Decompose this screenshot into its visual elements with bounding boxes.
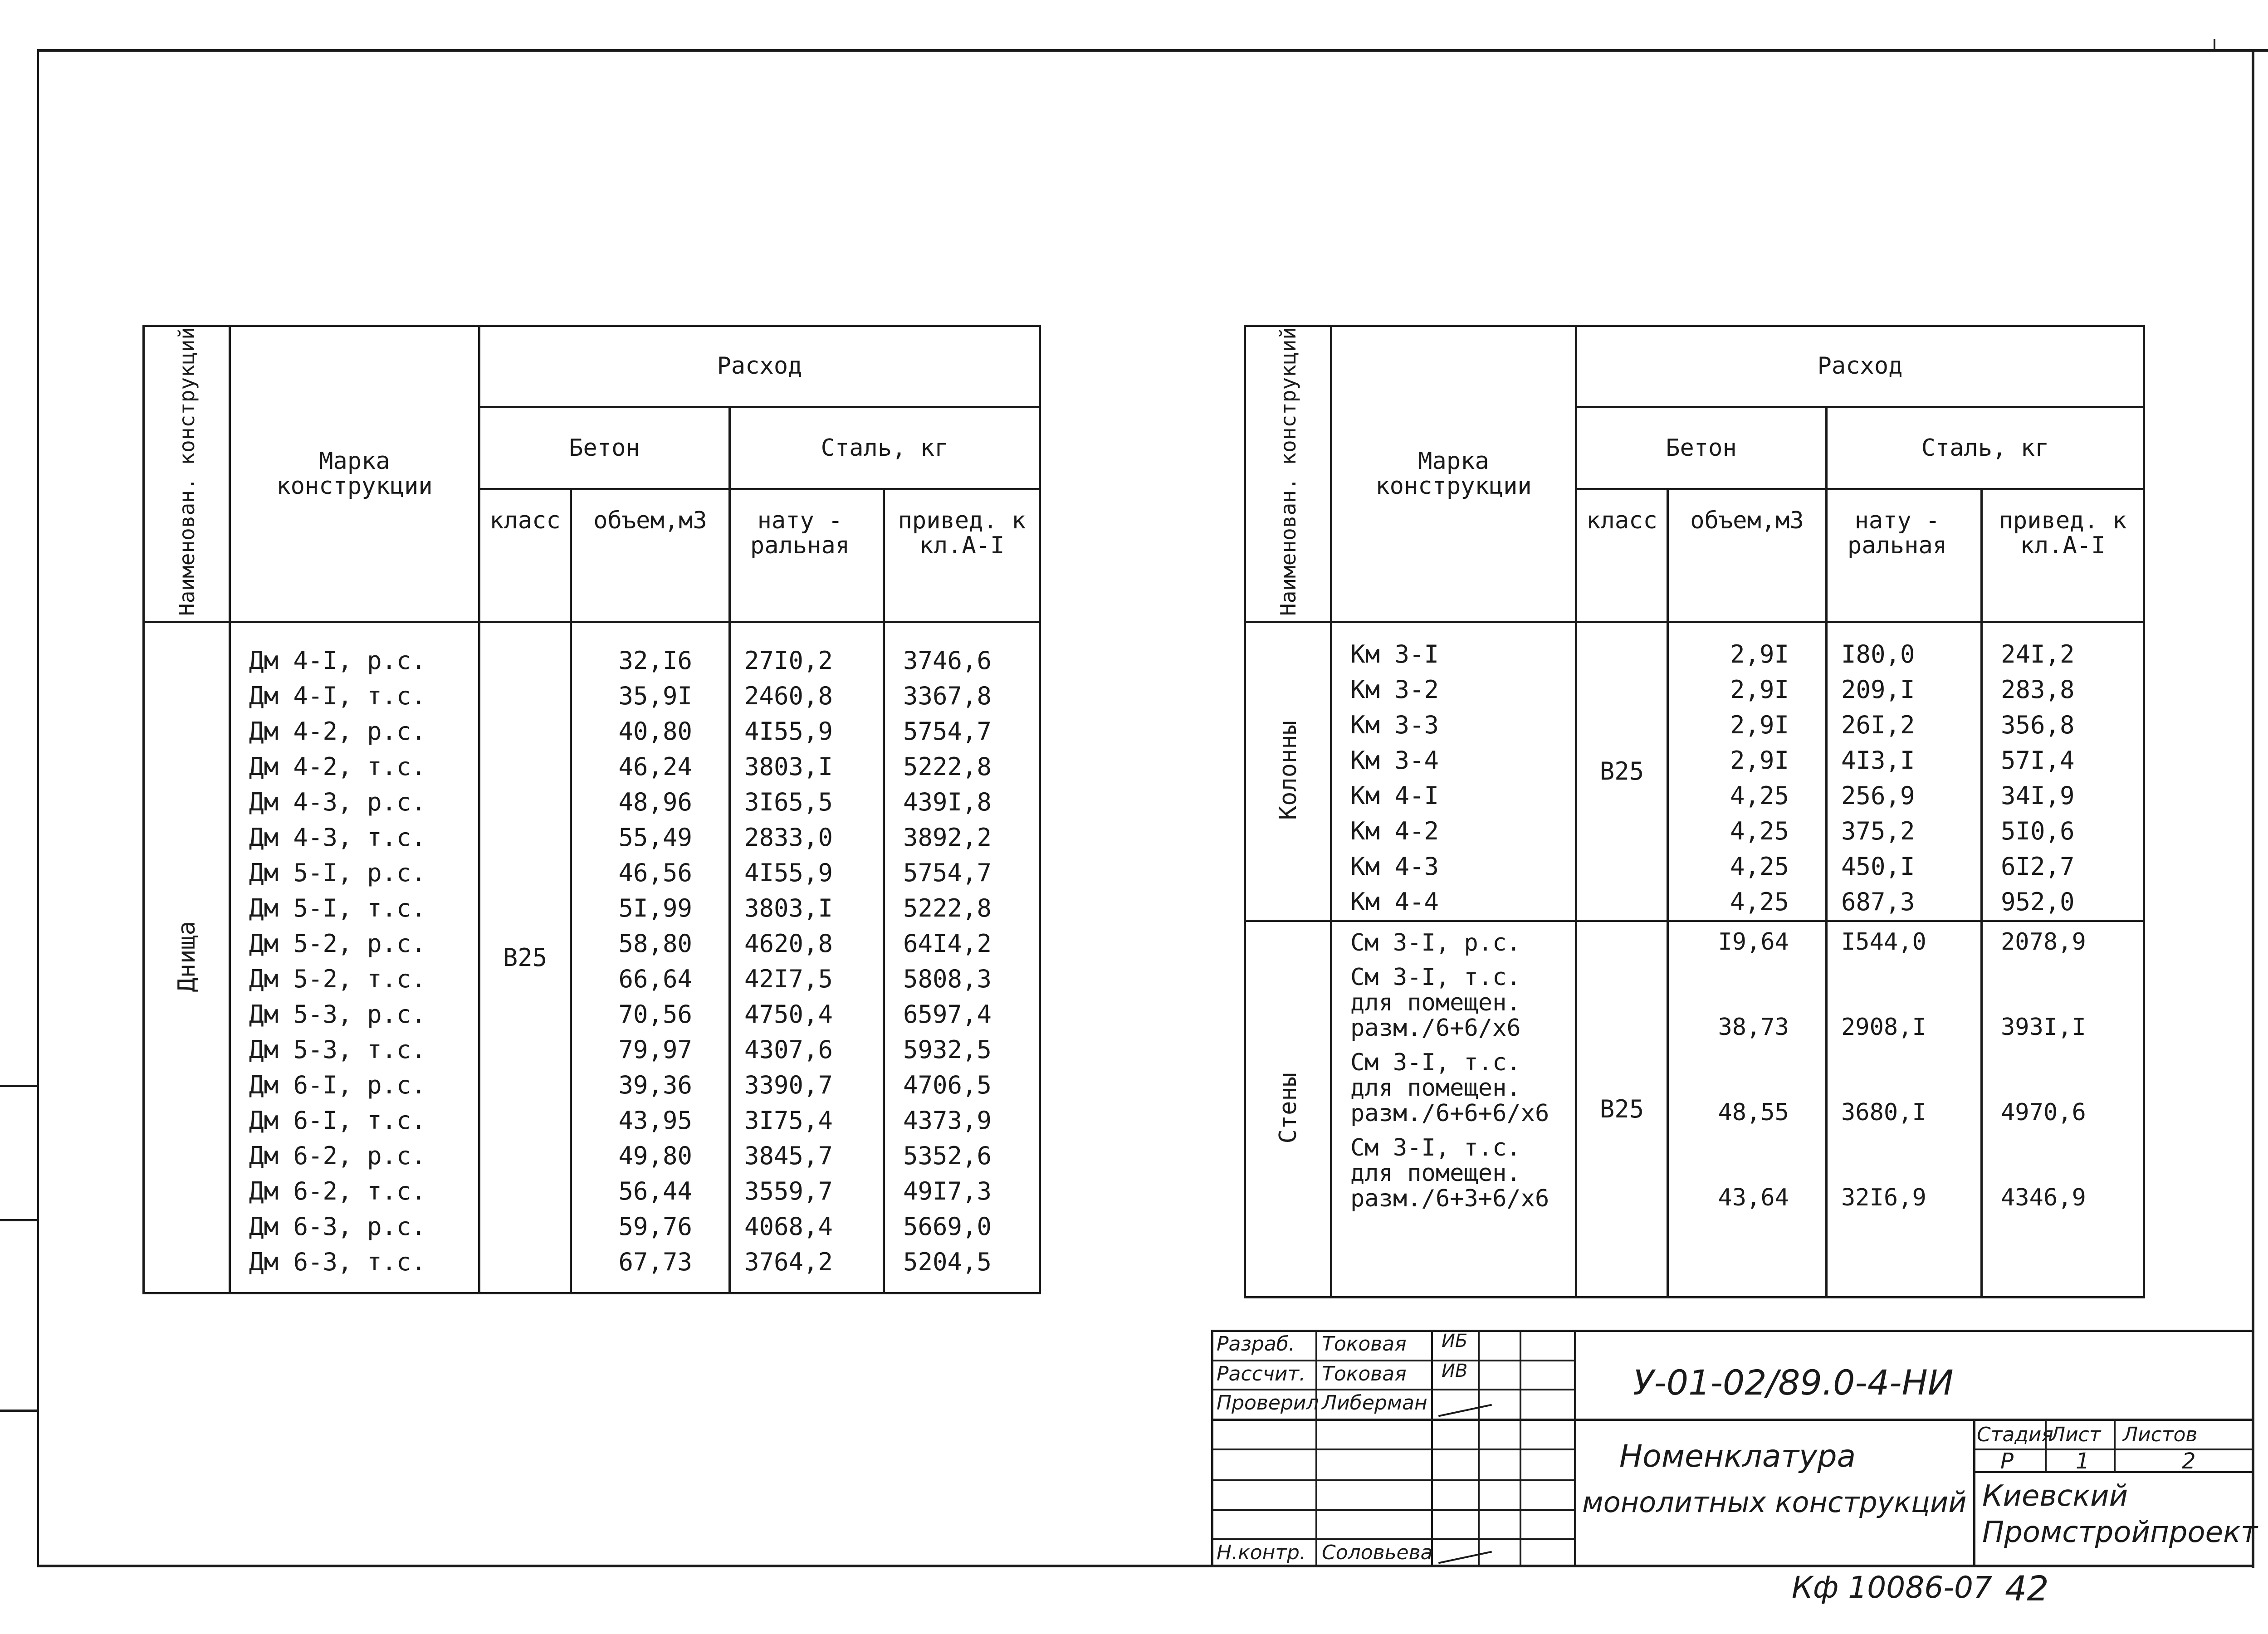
natural-steel-value: 450,I — [1841, 852, 1915, 881]
reduced-steel-value: 5754,7 — [903, 717, 992, 746]
signature-mark — [1438, 1551, 1492, 1564]
name-developer: Токовая — [1322, 1332, 1407, 1356]
mark-col-header: Марка конструкции — [230, 326, 479, 622]
mark-value: Дм 4-3, т.с. — [249, 823, 426, 852]
natural-steel-value: 3764,2 — [744, 1247, 833, 1276]
reduced-steel-value: 283,8 — [2001, 675, 2075, 704]
columns-mark-cell — [1331, 622, 1576, 921]
reduced-steel-value: 4346,9 — [2001, 1184, 2086, 1211]
mark-value: Км 4-4 — [1350, 887, 1439, 916]
reduced-steel-value: 5932,5 — [903, 1035, 992, 1064]
natural-steel-value: 4I3,I — [1841, 746, 1915, 775]
mark-value: Км 3-4 — [1350, 746, 1439, 775]
volume-value: 46,56 — [618, 858, 692, 887]
columns-volume-cell — [1668, 622, 1827, 921]
reduced-steel-value: 57I,4 — [2001, 746, 2075, 775]
wall-value-row — [1669, 1135, 1825, 1211]
signature-initials: ИВ — [1442, 1361, 1468, 1381]
columns-class-cell: B25 — [1576, 622, 1668, 921]
reduced-steel-value: 5808,3 — [903, 964, 992, 993]
reduced-steel-value: 3746,6 — [903, 646, 992, 675]
right-spec-table — [1244, 325, 2145, 1298]
mark-value: Км 3-I — [1350, 639, 1439, 668]
columns-natural-cell — [1827, 622, 1982, 921]
name-checker: Либерман — [1322, 1391, 1427, 1415]
volume-header: объем,м3 — [1668, 489, 1827, 622]
natural-steel-value: 4307,6 — [744, 1035, 833, 1064]
mark-value: Км 4-2 — [1350, 816, 1439, 845]
natural-steel-value: I544,0 — [1841, 928, 1926, 956]
concrete-class-cell: B25 — [479, 622, 571, 1293]
signature-initials: ИБ — [1442, 1331, 1468, 1351]
natural-header: нату - ральная — [730, 489, 884, 622]
walls-mark-cell — [1331, 921, 1576, 1297]
wall-value-row — [1828, 1050, 1980, 1126]
volume-value: 43,95 — [618, 1106, 692, 1135]
mark-value: Дм 6-2, т.с. — [249, 1176, 426, 1205]
volume-value: 2,9I — [1730, 639, 1789, 668]
stage-value: Р — [2000, 1449, 2014, 1474]
volume-value: 67,73 — [618, 1247, 692, 1276]
volume-value: 5I,99 — [618, 893, 692, 922]
mark-value: Дм 5-I, р.с. — [249, 858, 426, 887]
mark-value: Дм 6-I, р.с. — [249, 1070, 426, 1099]
mark-value: Км 4-I — [1350, 781, 1439, 810]
volume-value: 38,73 — [1718, 1013, 1789, 1041]
volume-value: 66,64 — [618, 964, 692, 993]
reduced-steel-value: 393I,I — [2001, 1013, 2086, 1041]
wall-mark-line: См 3-I, р.с. — [1350, 929, 1521, 956]
mark-value: Км 4-3 — [1350, 852, 1439, 881]
name-col-header: Наименован. конструкций — [1245, 326, 1331, 622]
volume-value: 4,25 — [1730, 887, 1789, 916]
reduced-steel-value: 5204,5 — [903, 1247, 992, 1276]
natural-steel-value: I80,0 — [1841, 639, 1915, 668]
volume-value: 4,25 — [1730, 852, 1789, 881]
steel-header: Сталь, кг — [730, 407, 1040, 489]
mark-value: Дм 4-2, т.с. — [249, 752, 426, 781]
reduced-steel-value: 6597,4 — [903, 1000, 992, 1029]
wall-mark-line: См 3-I, т.с. — [1350, 1049, 1521, 1076]
natural-steel-value: 3390,7 — [744, 1070, 833, 1099]
natural-steel-value: 3803,I — [744, 893, 833, 922]
left-spec-table — [142, 325, 1041, 1294]
volume-value: 4,25 — [1730, 781, 1789, 810]
concrete-header: Бетон — [479, 407, 730, 489]
volume-value: 59,76 — [618, 1212, 692, 1241]
wall-mark-line: для помещен. — [1350, 1074, 1521, 1102]
columns-label-cell — [1245, 622, 1331, 921]
reduced-steel-value: 24I,2 — [2001, 639, 2075, 668]
natural-steel-value: 209,I — [1841, 675, 1915, 704]
reduced-header: привед. к кл.А-I — [884, 489, 1040, 622]
volume-value: 46,24 — [618, 752, 692, 781]
wall-mark-line: разм./6+6+6/х6 — [1350, 1099, 1549, 1127]
reduced-steel-value: 439I,8 — [903, 787, 992, 816]
walls-group-label: Стены — [1274, 1072, 1302, 1144]
natural-steel-value: 3845,7 — [744, 1141, 833, 1170]
name-col-header: Наименован. конструкций — [144, 326, 230, 622]
columns-group-label: Колонны — [1274, 721, 1302, 820]
reduced-steel-value: 5222,8 — [903, 752, 992, 781]
wall-entry — [1332, 930, 1575, 956]
reduced-steel-value: 6I2,7 — [2001, 852, 2075, 881]
wall-mark-line: разм./6+6/х6 — [1350, 1014, 1521, 1042]
wall-entry — [1332, 965, 1575, 1041]
volume-value: 48,55 — [1718, 1098, 1789, 1126]
reduced-steel-value: 64I4,2 — [903, 929, 992, 958]
volume-value: 32,I6 — [618, 646, 692, 675]
mark-value: Дм 5-2, т.с. — [249, 964, 426, 993]
sheet-label: Лист — [2050, 1423, 2101, 1446]
title-block — [1211, 1330, 2258, 1566]
columns-reduced-cell — [1982, 622, 2144, 921]
mark-value: Дм 4-I, т.с. — [249, 681, 426, 710]
organization-line1: Киевский — [1982, 1479, 2128, 1513]
mark-cell — [230, 622, 479, 1293]
natural-steel-value: 3559,7 — [744, 1176, 833, 1205]
reduced-cell — [884, 622, 1040, 1293]
document-title-line1: Номенклатура — [1619, 1439, 1856, 1474]
wall-mark-line: для помещен. — [1350, 989, 1521, 1016]
natural-steel-value: 4620,8 — [744, 929, 833, 958]
mark-value: Дм 6-I, т.с. — [249, 1106, 426, 1135]
natural-steel-value: 42I7,5 — [744, 964, 833, 993]
class-header: класс — [479, 489, 571, 622]
wall-value-row — [1983, 1135, 2143, 1211]
walls-label-cell — [1245, 921, 1331, 1297]
natural-cell — [730, 622, 884, 1293]
volume-value: 70,56 — [618, 1000, 692, 1029]
natural-steel-value: 32I6,9 — [1841, 1184, 1926, 1211]
natural-steel-value: 375,2 — [1841, 816, 1915, 845]
role-calculator: Рассчит. — [1217, 1362, 1306, 1385]
group-label: Днища — [173, 921, 200, 992]
sheets-value: 2 — [2182, 1449, 2196, 1474]
margin-tick — [0, 1219, 38, 1221]
wall-value-row — [1828, 930, 1980, 956]
mark-value: Дм 5-3, р.с. — [249, 1000, 426, 1029]
wall-value-row — [1983, 930, 2143, 956]
natural-steel-value: 3803,I — [744, 752, 833, 781]
archive-stamp: Кф 10086-07 — [1792, 1570, 1993, 1605]
reduced-steel-value: 34I,9 — [2001, 781, 2075, 810]
signature-mark — [1438, 1404, 1492, 1417]
volume-value: 35,9I — [618, 681, 692, 710]
name-norm-control: Соловьева — [1322, 1541, 1433, 1564]
margin-tick — [0, 1085, 38, 1087]
wall-value-row — [1669, 965, 1825, 1041]
natural-steel-value: 26I,2 — [1841, 710, 1915, 739]
stage-label: Стадия — [1977, 1423, 2053, 1446]
natural-steel-value: 3I75,4 — [744, 1106, 833, 1135]
mark-value: Км 3-2 — [1350, 675, 1439, 704]
natural-steel-value: 2833,0 — [744, 823, 833, 852]
natural-steel-value: 4I55,9 — [744, 858, 833, 887]
reduced-steel-value: 5669,0 — [903, 1212, 992, 1241]
frame-corner-tick — [2214, 39, 2215, 51]
wall-mark-line: разм./6+3+6/х6 — [1350, 1185, 1549, 1212]
class-header: класс — [1576, 489, 1668, 622]
volume-value: 58,80 — [618, 929, 692, 958]
natural-header: нату - ральная — [1827, 489, 1982, 622]
sheets-label: Листов — [2123, 1423, 2198, 1446]
wall-entry — [1332, 1135, 1575, 1211]
frame-top-line — [37, 49, 2268, 52]
reduced-steel-value: 5754,7 — [903, 858, 992, 887]
reduced-steel-value: 3367,8 — [903, 681, 992, 710]
role-checker: Проверил — [1217, 1391, 1319, 1415]
organization-line2: Промстройпроект — [1982, 1516, 2258, 1549]
natural-steel-value: 256,9 — [1841, 781, 1915, 810]
natural-steel-value: 2460,8 — [744, 681, 833, 710]
wall-value-row — [1828, 1135, 1980, 1211]
natural-steel-value: 3I65,5 — [744, 787, 833, 816]
natural-steel-value: 27I0,2 — [744, 646, 833, 675]
volume-value: I9,64 — [1718, 928, 1789, 956]
mark-col-header: Марка конструкции — [1331, 326, 1576, 622]
reduced-steel-value: 5352,6 — [903, 1141, 992, 1170]
reduced-steel-value: 356,8 — [2001, 710, 2075, 739]
wall-entry — [1332, 1050, 1575, 1126]
mark-value: Дм 6-3, р.с. — [249, 1212, 426, 1241]
natural-steel-value: 687,3 — [1841, 887, 1915, 916]
mark-value: Дм 4-3, р.с. — [249, 787, 426, 816]
reduced-header: привед. к кл.А-I — [1982, 489, 2144, 622]
volume-value: 55,49 — [618, 823, 692, 852]
wall-mark-line: См 3-I, т.с. — [1350, 1134, 1521, 1161]
volume-cell — [571, 622, 730, 1293]
wall-mark-line: для помещен. — [1350, 1159, 1521, 1187]
walls-class-cell: B25 — [1576, 921, 1668, 1297]
wall-value-row — [1983, 965, 2143, 1041]
wall-value-row — [1828, 965, 1980, 1041]
mark-value: Дм 6-2, р.с. — [249, 1141, 426, 1170]
mark-value: Дм 5-2, р.с. — [249, 929, 426, 958]
consumption-header: Расход — [1576, 326, 2144, 407]
wall-mark-line: См 3-I, т.с. — [1350, 963, 1521, 991]
document-title-line2: монолитных конструкций — [1582, 1486, 1967, 1519]
reduced-steel-value: 3892,2 — [903, 823, 992, 852]
reduced-steel-value: 5I0,6 — [2001, 816, 2075, 845]
volume-value: 40,80 — [618, 717, 692, 746]
group-label-cell — [144, 622, 230, 1293]
sheet-value: 1 — [2076, 1449, 2090, 1474]
document-code: У-01-02/89.0-4-НИ — [1633, 1362, 1954, 1403]
volume-value: 2,9I — [1730, 710, 1789, 739]
wall-value-row — [1669, 1050, 1825, 1126]
concrete-header: Бетон — [1576, 407, 1827, 489]
walls-natural-cell — [1827, 921, 1982, 1297]
natural-steel-value: 3680,I — [1841, 1098, 1926, 1126]
volume-value: 4,25 — [1730, 816, 1789, 845]
volume-value: 49,80 — [618, 1141, 692, 1170]
reduced-steel-value: 952,0 — [2001, 887, 2075, 916]
wall-value-row — [1669, 930, 1825, 956]
reduced-steel-value: 4373,9 — [903, 1106, 992, 1135]
volume-header: объем,м3 — [571, 489, 730, 622]
steel-header: Сталь, кг — [1827, 407, 2144, 489]
mark-value: Дм 6-3, т.с. — [249, 1247, 426, 1276]
reduced-steel-value: 49I7,3 — [903, 1176, 992, 1205]
natural-steel-value: 4750,4 — [744, 1000, 833, 1029]
reduced-steel-value: 2078,9 — [2001, 928, 2086, 956]
name-calculator: Токовая — [1322, 1362, 1407, 1385]
role-developer: Разраб. — [1217, 1332, 1295, 1356]
volume-value: 56,44 — [618, 1176, 692, 1205]
volume-value: 79,97 — [618, 1035, 692, 1064]
walls-volume-cell — [1668, 921, 1827, 1297]
mark-value: Км 3-3 — [1350, 710, 1439, 739]
mark-value: Дм 4-I, р.с. — [249, 646, 426, 675]
volume-value: 43,64 — [1718, 1184, 1789, 1211]
volume-value: 2,9I — [1730, 746, 1789, 775]
mark-value: Дм 5-I, т.с. — [249, 893, 426, 922]
consumption-header: Расход — [479, 326, 1040, 407]
wall-value-row — [1983, 1050, 2143, 1126]
natural-steel-value: 4I55,9 — [744, 717, 833, 746]
archive-number: 42 — [2005, 1568, 2049, 1609]
volume-value: 39,36 — [618, 1070, 692, 1099]
role-norm-control: Н.контр. — [1217, 1541, 1306, 1564]
natural-steel-value: 2908,I — [1841, 1013, 1926, 1041]
reduced-steel-value: 5222,8 — [903, 893, 992, 922]
reduced-steel-value: 4706,5 — [903, 1070, 992, 1099]
volume-value: 48,96 — [618, 787, 692, 816]
reduced-steel-value: 4970,6 — [2001, 1098, 2086, 1126]
walls-reduced-cell — [1982, 921, 2144, 1297]
margin-tick — [0, 1410, 38, 1412]
volume-value: 2,9I — [1730, 675, 1789, 704]
natural-steel-value: 4068,4 — [744, 1212, 833, 1241]
mark-value: Дм 4-2, р.с. — [249, 717, 426, 746]
frame-left-line — [37, 49, 39, 1567]
mark-value: Дм 5-3, т.с. — [249, 1035, 426, 1064]
